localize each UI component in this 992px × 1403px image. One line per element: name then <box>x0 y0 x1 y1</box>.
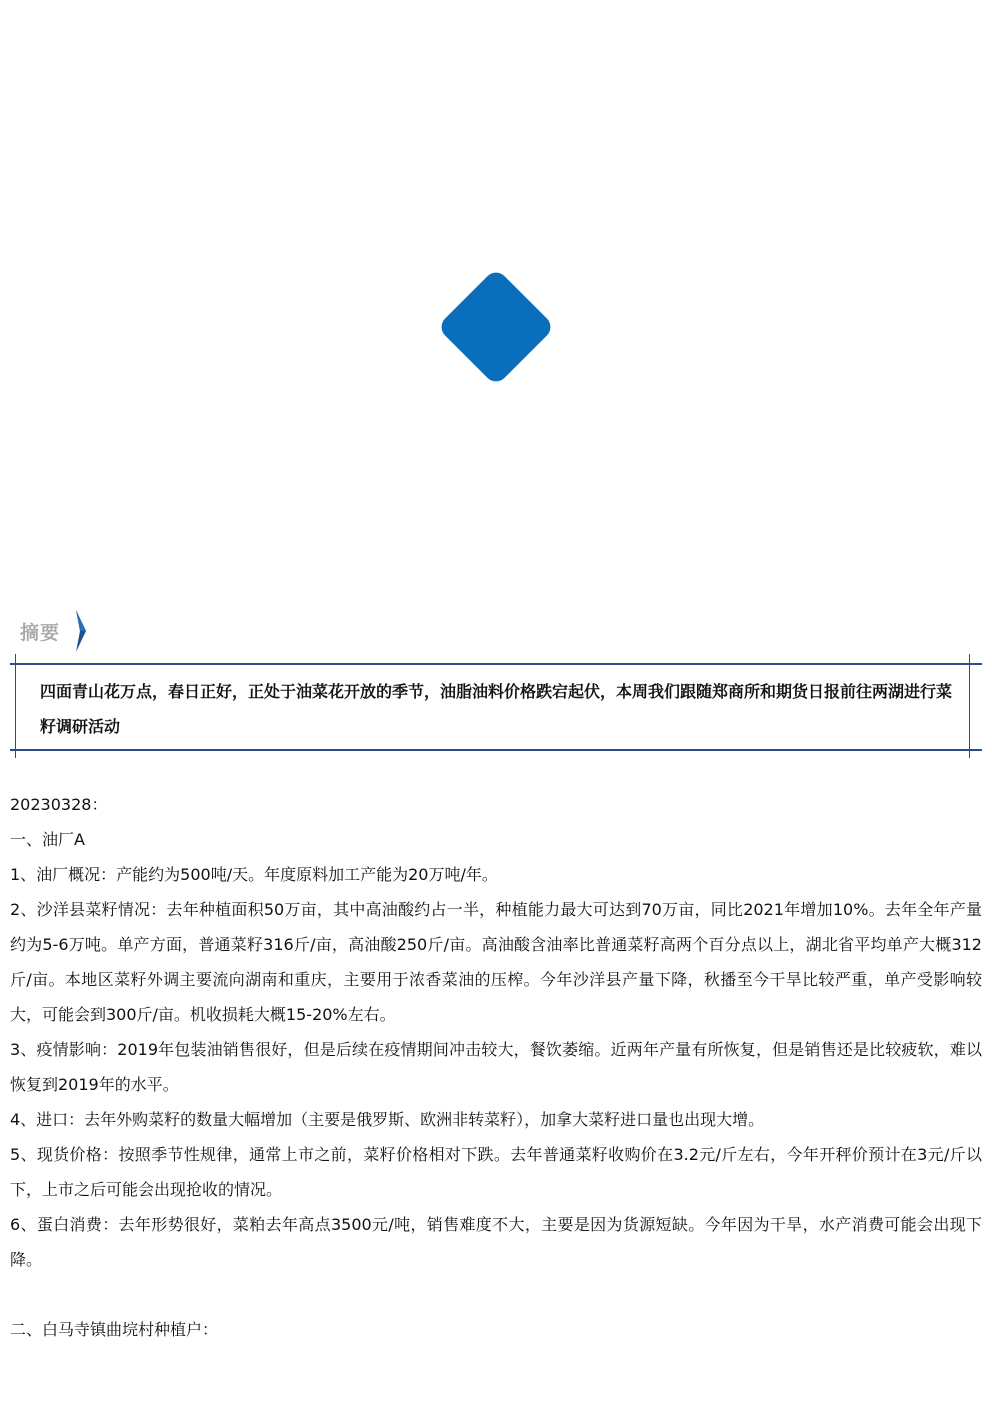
section-heading-oil-mill: 一、油厂A <box>10 830 85 849</box>
summary-right-border <box>969 654 970 758</box>
report-date: 20230328： <box>10 795 108 814</box>
chevron-right-icon <box>76 610 90 652</box>
paragraph-protein-consumption: 6、蛋白消费：去年形势很好，菜粕去年高点3500元/吨，销售难度不大，主要是因为货源短缺。今年因为干旱，水产消费可能会出现下降。 <box>10 1215 982 1269</box>
summary-title: 摘要 <box>20 621 61 644</box>
paragraph-spacer <box>10 1277 982 1312</box>
summary-bottom-border <box>10 749 982 751</box>
report-body <box>10 787 982 1347</box>
paragraph-mill-overview: 1、油厂概况：产能约为500吨/天。年度原料加工产能为20万吨/年。 <box>10 865 498 884</box>
paragraph-spot-price: 5、现货价格：按照季节性规律，通常上市之前，菜籽价格相对下跌。去年普通菜籽收购价在3.2元/斤左右，今年开秤价预计在3元/斤以下，上市之后可能会出现抢收的情况。 <box>10 1145 982 1199</box>
summary-box <box>10 662 982 750</box>
section-heading-farmers: 二、白马寺镇曲垸村种植户： <box>10 1320 219 1339</box>
summary-text: 四面青山花万点，春日正好，正处于油菜花开放的季节，油脂油料价格跌宕起伏，本周我们跟随郑商所和期货日报前往两湖进行菜籽调研活动 <box>40 682 953 736</box>
summary-top-border <box>10 663 982 665</box>
paragraph-rapeseed-situation: 2、沙洋县菜籽情况：去年种植面积50万亩，其中高油酸约占一半，种植能力最大可达到70万亩，同比2021年增加10%。去年全年产量约为5-6万吨。单产方面，普通菜籽316斤/亩，高油酸250斤/亩。高油酸含油率比普通菜籽高两个百分点以上，湖北省平均单产大概312斤/亩。本地区菜籽外调主要流向湖南和重庆，主要用于浓香菜油的压榨。今年沙洋县产量下降，秋播至今干旱比较严重，单产受影响较大，可能会到300斤/亩。机收损耗大概15-20%左右。 <box>10 900 982 1024</box>
paragraph-imports: 4、进口：去年外购菜籽的数量大幅增加（主要是俄罗斯、欧洲非转菜籽），加拿大菜籽进口量也出现大增。 <box>10 1110 765 1129</box>
diamond-logo-icon <box>434 265 558 389</box>
summary-left-border <box>15 654 16 758</box>
summary-header <box>20 610 60 652</box>
paragraph-epidemic-impact: 3、疫情影响：2019年包装油销售很好，但是后续在疫情期间冲击较大，餐饮萎缩。近两年产量有所恢复，但是销售还是比较疲软，难以恢复到2019年的水平。 <box>10 1040 982 1094</box>
